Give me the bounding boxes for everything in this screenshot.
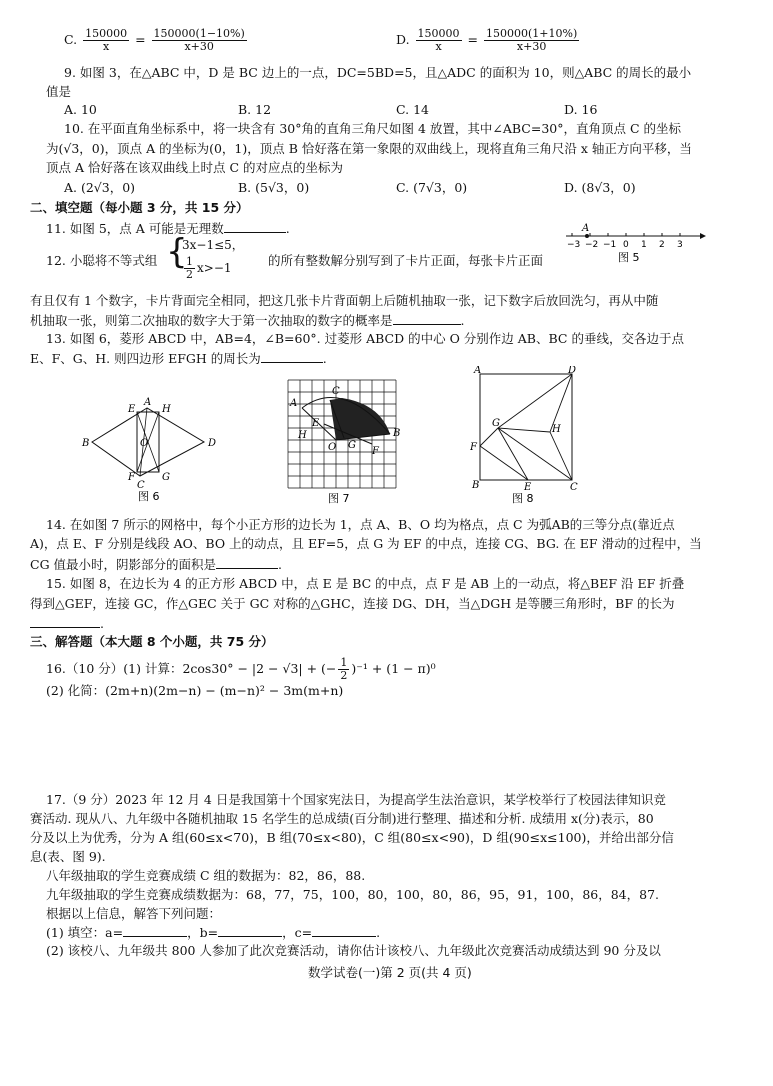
label-d: D	[208, 438, 217, 449]
section-title-fill-in: 二、填空题（每小题 3 分，共 15 分）	[30, 200, 249, 215]
q12-line2: 有且仅有 1 个数字，卡片背面完全相同，把这几张卡片背面朝上后随机抽取一张，记下数字后放回洗匀，再从中随	[30, 293, 659, 308]
q9-line2: 值是	[46, 84, 72, 99]
q17-line7: 根据以上信息，解答下列问题：	[46, 906, 222, 921]
label-g: G	[492, 418, 500, 429]
point-label: A	[582, 223, 590, 234]
q8-option-d: D. $\frac{150000}{x}$ = $\frac{150000(1+10\%)}{x+30}$	[396, 27, 578, 53]
tick-label: 0	[623, 240, 629, 250]
q15-line3: .	[30, 615, 104, 632]
q12-system-2: $\frac{1}{2}$ x>−1	[186, 255, 232, 281]
answer-blank	[224, 220, 286, 233]
label-g: G	[348, 440, 356, 451]
fraction: $\frac{150000}{x}$	[417, 27, 460, 53]
q10-option-d: D. (8√3，0)	[564, 180, 636, 195]
label-a: A	[290, 398, 298, 409]
figure-5-number-line	[560, 222, 710, 264]
label-a: A	[144, 397, 152, 408]
q17-line6: 九年级抽取的学生竞赛成绩数据为：68，77，75，100，80，100，80，86，95，91，100，86，84，87.	[46, 887, 660, 902]
label-f: F	[470, 442, 477, 453]
label-d: D	[568, 366, 577, 376]
fraction: $\frac{1}{2}$	[340, 656, 348, 682]
q9-option-d: D. 16	[564, 102, 598, 117]
answer-blank-a	[123, 924, 187, 937]
q17-line9: (2) 该校八、九年级共 800 人参加了此次竞赛活动，请你估计该校八、九年级此次竞赛活动成绩达到 90 分及以	[46, 943, 661, 958]
q14-line3: CG 值最小时，阴影部分的面积是 .	[30, 557, 283, 572]
q17-line3: 分及以上为优秀，分为 A 组(60≤x<70)，B 组(70≤x<80)，C 组(80≤x<90)，D 组(90≤x≤100)，并给出部分信	[30, 830, 674, 845]
label-c: C	[332, 386, 340, 397]
figure-caption: 图 7	[328, 492, 350, 505]
label-h: H	[162, 404, 171, 415]
q10-line2: 为(√3，0)，顶点 A 的坐标为(0，1)，顶点 B 恰好落在第一象限的双曲线上，现将直角三角尺沿 x 轴正方向平移，当	[46, 141, 692, 156]
fraction: $\frac{150000(1+10\%)}{x+30}$	[486, 27, 578, 53]
q9-line1: 9. 如图 3，在△ABC 中，D 是 BC 边上的一点，DC=5BD=5，且△ADC 的面积为 10，则△ABC 的周长的最小	[64, 65, 692, 80]
q9-option-a: A. 10	[64, 102, 97, 117]
q12-start: 12. 小聪将不等式组	[46, 253, 158, 268]
label-o: O	[140, 438, 149, 449]
answer-blank	[216, 556, 278, 569]
q10-option-a: A. (2√3，0)	[64, 180, 136, 195]
label-f: F	[128, 472, 135, 483]
q17-line4: 息(表、图 9).	[30, 849, 106, 864]
tick-label: −2	[585, 240, 599, 250]
label-o: O	[328, 442, 337, 453]
q14-line2: A)，点 E、F 分别是线段 AO、BO 上的动点，且 EF=5，点 G 为 EF 的中点，连接 CG、BG. 在 EF 滑动的过程中，当	[30, 536, 702, 551]
fraction: $\frac{150000(1-10\%)}{x+30}$	[153, 27, 245, 53]
fraction: $\frac{1}{2}$	[186, 255, 193, 281]
label-g: G	[162, 472, 170, 483]
section-title-solutions: 三、解答题（本大题 8 个小题，共 75 分）	[30, 634, 274, 649]
brace: {	[166, 232, 188, 272]
answer-blank	[261, 350, 323, 363]
figure-7-grid	[282, 378, 412, 506]
tick-label: 3	[677, 240, 683, 250]
q10-option-c: C. (7√3，0)	[396, 180, 468, 195]
tick-label: −3	[567, 240, 581, 250]
label-h: H	[552, 424, 561, 435]
figure-caption: 图 6	[138, 490, 160, 503]
q9-option-b: B. 12	[238, 102, 272, 117]
page-footer: 数学试卷(一)第 2 页(共 4 页)	[308, 965, 472, 980]
figure-caption: 图 8	[512, 492, 534, 505]
label-c: C	[570, 482, 578, 493]
q10-option-b: B. (5√3，0)	[238, 180, 310, 195]
q17-line5: 八年级抽取的学生竞赛成绩 C 组的数据为：82，86，88.	[46, 868, 366, 883]
label-e: E	[524, 482, 532, 493]
q10-line3: 顶点 A 恰好落在该双曲线上时点 C 的对应点的坐标为	[46, 160, 343, 175]
label-b: B	[393, 428, 401, 439]
figure-8-square	[470, 366, 590, 506]
answer-blank-c	[312, 924, 376, 937]
point-a-dot	[585, 234, 589, 238]
q13-line1: 13. 如图 6，菱形 ABCD 中，AB=4，∠B=60°. 过菱形 ABCD 的中心 O 分别作边 AB、BC 的垂线，交各边于点	[46, 331, 684, 346]
label-e: E	[312, 418, 320, 429]
q15-line2: 得到△GEF，连接 GC，作△GEC 关于 GC 对称的△GHC，连接 DG、DH，当△DGH 是等腰三角形时，BF 的长为	[30, 596, 675, 611]
answer-blank	[393, 312, 461, 325]
q17-line1: 17.（9 分）2023 年 12 月 4 日是我国第十个国家宪法日，为提高学生法治意识，某学校举行了校园法律知识竞	[46, 792, 666, 807]
tick-label: 2	[659, 240, 665, 250]
label-a: A	[474, 366, 482, 376]
answer-blank	[30, 615, 100, 628]
q12-line3: 机抽取一张，则第二次抽取的数字大于第一次抽取的数字的概率是 .	[30, 313, 465, 328]
figure-caption: 图 5	[618, 251, 640, 264]
q13-line2: E、F、G、H. 则四边形 EFGH 的周长为 .	[30, 351, 327, 366]
answer-blank-b	[218, 924, 282, 937]
q8-option-c: C. $\frac{150000}{x}$ = $\frac{150000(1-10\%)}{x+30}$	[64, 27, 245, 53]
label-e: E	[128, 404, 136, 415]
q16-part1: 16.（10 分）(1) 计算：2cos30° − |2 − √3| + (− $\frac{1}{2}$ )⁻¹ + (1 − π)⁰	[46, 656, 436, 682]
label-h: H	[298, 430, 307, 441]
tick-label: −1	[603, 240, 617, 250]
q14-line1: 14. 在如图 7 所示的网格中，每个小正方形的边长为 1，点 A、B、O 均为格点，点 C 为弧AB的三等分点(靠近点	[46, 517, 675, 532]
fraction: $\frac{150000}{x}$	[85, 27, 128, 53]
q12-after: 的所有整数解分别写到了卡片正面，每张卡片正面	[268, 253, 544, 268]
label-b: B	[472, 480, 480, 491]
q17-line8: (1) 填空：a= ，b= ，c= .	[46, 925, 381, 940]
tick-label: 1	[641, 240, 647, 250]
q17-line2: 赛活动. 现从八、九年级中各随机抽取 15 名学生的总成绩(百分制)进行整理、描述和分析. 成绩用 x(分)表示，80	[30, 811, 654, 826]
q10-line1: 10. 在平面直角坐标系中，将一块含有 30°角的直角三角尺如图 4 放置，其中∠ABC=30°，直角顶点 C 的坐标	[64, 121, 682, 136]
label-b: B	[82, 438, 90, 449]
q16-part2: (2) 化简：(2m+n)(2m−n) − (m−n)² − 3m(m+n)	[46, 683, 344, 698]
label-f: F	[372, 446, 379, 457]
q15-line1: 15. 如图 8，在边长为 4 的正方形 ABCD 中，点 E 是 BC 的中点，点 F 是 AB 上的一动点，将△BEF 沿 EF 折叠	[46, 576, 685, 591]
label-c: C	[137, 480, 145, 491]
q12-system-1: 3x−1≤5，	[182, 238, 244, 252]
q11-line: 11. 如图 5，点 A 可能是无理数 .	[46, 221, 290, 236]
figure-6-rhombus	[80, 394, 220, 504]
q9-option-c: C. 14	[396, 102, 429, 117]
